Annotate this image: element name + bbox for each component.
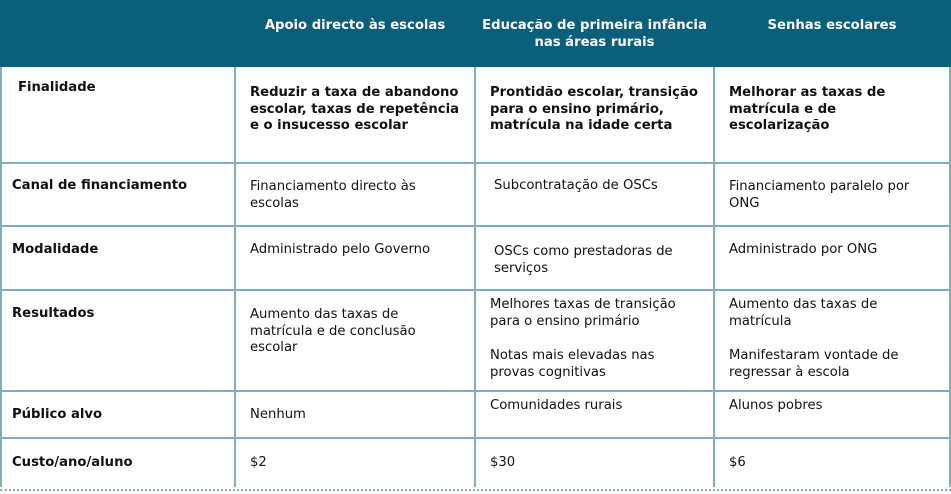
header-early-childhood-rural: Educação de primeira infância nas áreas rurais <box>476 0 715 67</box>
cell-channel-direct <box>236 164 476 227</box>
cell-target-direct <box>236 392 476 439</box>
cell-purpose-vouchers <box>715 67 951 164</box>
cell-text: $6 <box>729 455 746 470</box>
cell-text: Nenhum <box>250 407 306 422</box>
row-label-funding-channel: Canal de financiamento <box>0 164 236 227</box>
cell-channel-vouchers <box>715 164 951 227</box>
cell-text: Melhores taxas de transição para o ensino primário <box>490 297 676 329</box>
cell-text: Aumento das taxas de matrícula <box>729 297 878 329</box>
cell-text: Administrado pelo Governo <box>250 242 431 257</box>
cell-text: Reduzir a taxa de abandono escolar, taxas de repetência e o insucesso escolar <box>250 85 459 133</box>
cell-channel-early <box>476 164 715 227</box>
cell-text: Comunidades rurais <box>490 398 623 413</box>
cell-results-vouchers <box>715 291 951 392</box>
cell-text: OSCs como prestadoras de serviços <box>494 244 673 276</box>
cell-text: Alunos pobres <box>729 398 823 413</box>
cell-target-vouchers <box>715 392 951 439</box>
header-school-vouchers: Senhas escolares <box>715 0 951 67</box>
cell-cost-direct <box>236 439 476 487</box>
table-bottom-border <box>0 489 951 491</box>
cell-text: Subcontratação de OSCs <box>494 178 658 193</box>
cell-cost-vouchers <box>715 439 951 487</box>
cell-text: Manifestaram vontade de regressar à escola <box>729 348 899 380</box>
cell-text: Prontidão escolar, transição para o ensino primário, matrícula na idade certa <box>490 85 698 133</box>
cell-results-early <box>476 291 715 392</box>
cell-text: Aumento das taxas de matrícula e de conclusão escolar <box>250 307 416 355</box>
cell-target-early <box>476 392 715 439</box>
cell-purpose-early <box>476 67 715 164</box>
row-label-cost: Custo/ano/aluno <box>0 439 236 487</box>
cell-text: Notas mais elevadas nas provas cognitivas <box>490 348 655 380</box>
cell-modality-vouchers <box>715 227 951 291</box>
cell-modality-direct <box>236 227 476 291</box>
row-label-purpose: Finalidade <box>0 67 236 164</box>
cell-text: $2 <box>250 455 267 470</box>
header-direct-school-support: Apoio directo às escolas <box>236 0 476 67</box>
row-label-modality: Modalidade <box>0 227 236 291</box>
cell-text: $30 <box>490 455 516 470</box>
cell-modality-early <box>476 227 715 291</box>
cell-text: Administrado por ONG <box>729 242 878 257</box>
cell-text: Financiamento directo às escolas <box>250 179 416 211</box>
cell-text: Financiamento paralelo por ONG <box>729 179 910 211</box>
cell-cost-early <box>476 439 715 487</box>
row-label-target-audience: Público alvo <box>0 392 236 439</box>
header-cell-empty <box>0 0 236 67</box>
cell-purpose-direct <box>236 67 476 164</box>
cell-results-direct <box>236 291 476 392</box>
row-label-results: Resultados <box>0 291 236 392</box>
cell-text: Melhorar as taxas de matrícula e de escolarização <box>729 85 886 133</box>
